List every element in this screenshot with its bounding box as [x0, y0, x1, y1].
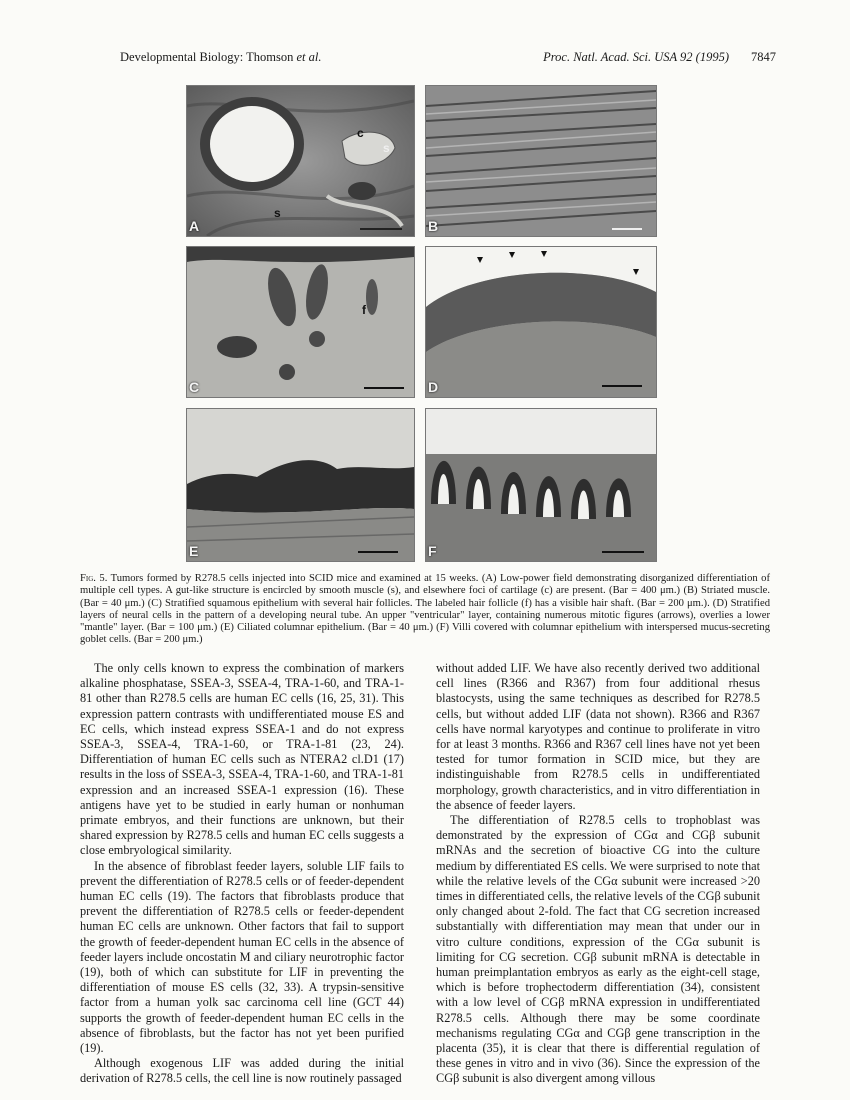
running-header: [120, 50, 776, 66]
tag-hair-follicle: f: [362, 303, 366, 317]
scale-bar: [602, 385, 642, 387]
scale-bar: [360, 228, 402, 230]
tag-smooth-muscle: s: [383, 141, 390, 155]
scale-bar: [612, 228, 642, 230]
figure-caption: [80, 573, 770, 647]
panel-label: D: [428, 379, 439, 395]
scale-bar: [602, 551, 644, 553]
caption-lead: Fig. 5.: [80, 573, 108, 584]
tag-cartilage: c: [357, 126, 364, 140]
paragraph: In the absence of fibroblast feeder layers, soluble LIF fails to prevent the differentiation of R278.5 cells or of feeder-dependent human EC cells (19). The factors that fibroblasts produce that prevent the differentiation of R278.5 cells or feeder-dependent human EC cells are unknown. Other factors that fail to support the growth of feeder-dependent human EC cells in the absence of feeder layers include oncostatin M and ciliary neurotrophic factor (19), both of which can substitute for LIF in preventing the differentiation of mouse ES cells (32, 33). A trypsin-sensitive factor from a human yolk sac carcinoma cell line (GCT 44) supports the growth of feeder-dependent human EC cells in the absence of fibroblasts, but the factor has not yet been purified (19).: [80, 858, 404, 1056]
panel-a-micrograph: [187, 86, 414, 236]
panel-label: B: [428, 218, 439, 234]
scale-bar: [358, 551, 398, 553]
panel-d-micrograph: [426, 247, 656, 397]
figure-panel-d: [425, 246, 657, 398]
journal-citation: Proc. Natl. Acad. Sci. USA 92 (1995): [543, 50, 729, 64]
paragraph: The differentiation of R278.5 cells to trophoblast was demonstrated by the expression of CGα and CGβ subunit mRNAs and the secretion of bioactive CG into the culture medium by differentiated ES cells. We were surprised to note that while the relative levels of the CGα subunit were increased >20 times in differentiated cells, the relative levels of the CGβ subunit only changed about 2-fold. The fact that CG secretion increased substantially with differentiation may mean that under our in vitro culture conditions, expression of the CGα subunit is limiting for CG secretion. CGβ subunit mRNA is detectable in human preimplantation embryos as early as the eight-cell stage, which is before trophectoderm differentiation (34), consistent with a low level of CGβ mRNA expression in undifferentiated R278.5 cells. Although there may be some coordinate mechanisms regulating CGα and CGβ gene transcription in the placenta (35), it is clear that there is differential regulation of these genes in vitro and in vivo (36). Since the expression of the CGβ subunit is also divergent among villous: [436, 813, 760, 1086]
scale-bar: [364, 387, 404, 389]
panel-label: F: [428, 543, 437, 559]
figure-panel-b: [425, 85, 657, 237]
panel-label: A: [189, 218, 200, 234]
panel-label: E: [189, 543, 199, 559]
header-left: Developmental Biology: Thomson et al.: [120, 50, 322, 64]
panel-c-micrograph: [187, 247, 414, 397]
figure-panel-e: [186, 408, 415, 562]
figure-panel-c: [186, 246, 415, 398]
caption-text: Tumors formed by R278.5 cells injected into SCID mice and examined at 15 weeks. (A) Low-power field demonstrating disorganized differentiation of multiple cell types. A gut-like structure is encircled by smooth muscle (s), and elsewhere foci of cartilage (c) are present. (Bar = 400 μm.) (B) Striated muscle. (Bar = 40 μm.) (C) Stratified squamous epithelium with several hair follicles. The labeled hair follicle (f) has a visible hair shaft. (Bar = 200 μm.). (D) Stratified layers of neural cells in the pattern of a developing neural tube. An upper "ventricular" layer, containing numerous mitotic figures (arrows), overlies a lower "mantle" layer. (Bar = 100 μm.) (E) Ciliated columnar epithelium. (Bar = 40 μm.) (F) Villi covered with columnar epithelium with interspersed mucus-secreting goblet cells. (Bar = 200 μm.): [80, 573, 770, 646]
panel-label: C: [189, 379, 200, 395]
page-number: 7847: [751, 50, 776, 64]
figure-panel-f: [425, 408, 657, 562]
tag-smooth-muscle-lower: s: [274, 206, 281, 220]
figure-panel-a: [186, 85, 415, 237]
paragraph: The only cells known to express the combination of markers alkaline phosphatase, SSEA-3, SSEA-4, TRA-1-60, and TRA-1-81 other than R278.5 cells are human EC cells (16, 25, 31). This expression pattern contrasts with undifferentiated mouse ES and EC cells, which instead express SSEA-1 and do not express SSEA-3, SSEA-4, TRA-1-60, or TRA-1-81 (23, 24). Differentiation of human EC cells such as NTERA2 cl.D1 (17) results in the loss of SSEA-3, SSEA-4, TRA-1-60, and TRA-1-81 expression and an increased SSEA-1 expression (16). These antigens have yet to be studied in early human or nonhuman primate embryos, and their functions are unknown, but their shared expression by R278.5 cells and human EC cells suggests a close embryological similarity.: [80, 661, 404, 858]
paragraph: Although exogenous LIF was added during the initial derivation of R278.5 cells, the cell line is now routinely passaged: [80, 1056, 404, 1086]
panel-e-micrograph: [187, 409, 414, 561]
paragraph: without added LIF. We have also recently derived two additional cell lines (R366 and R367) from four additional rhesus blastocysts, using the same techniques as described for R278.5 cells, but without added LIF (data not shown). R366 and R367 cells have normal karyotypes and continue to proliferate in vitro for at least 3 months. R366 and R367 cell lines have not yet been tested for tumor formation in SCID mice, but they are indistinguishable from R278.5 cells in undifferentiated morphology, growth characteristics, and in vitro differentiation in the absence of feeder layers.: [436, 661, 760, 812]
header-right: [543, 50, 776, 65]
panel-b-micrograph: [426, 86, 656, 236]
body-column-right: [436, 661, 760, 1087]
body-column-left: [80, 661, 404, 1087]
panel-f-micrograph: [426, 409, 656, 561]
